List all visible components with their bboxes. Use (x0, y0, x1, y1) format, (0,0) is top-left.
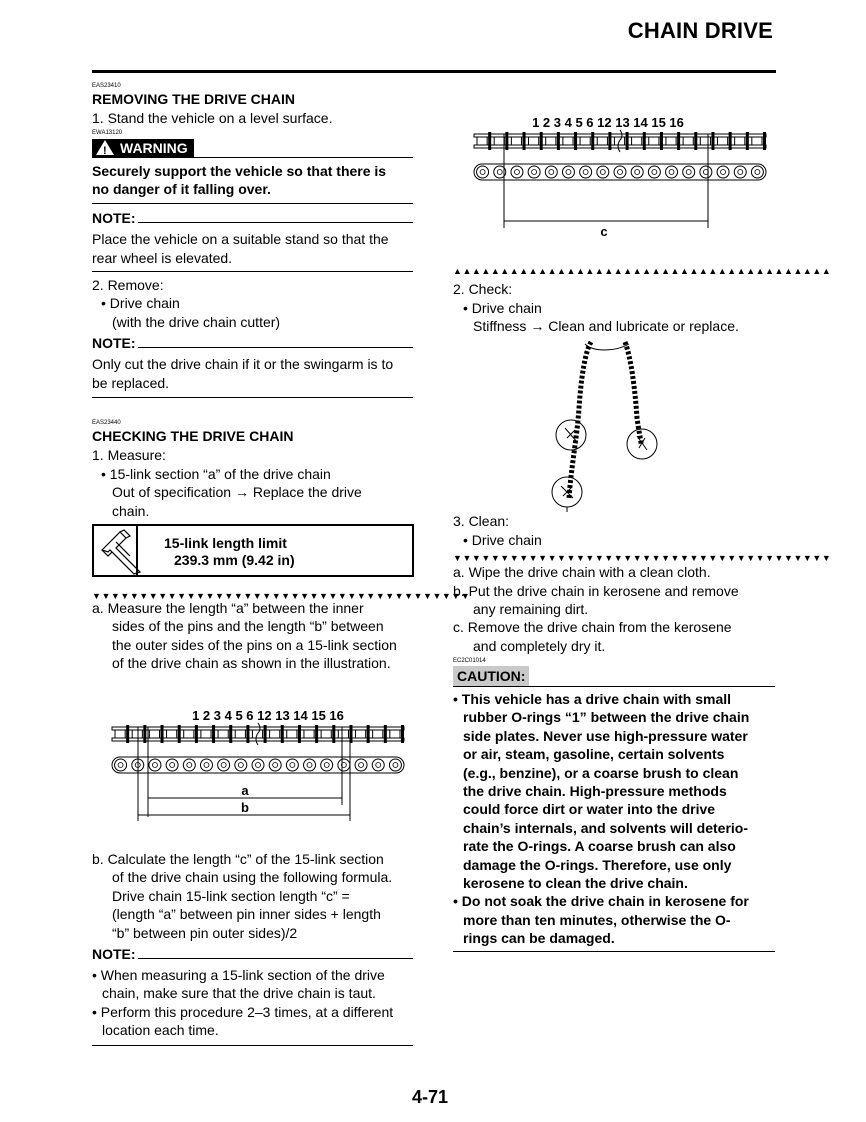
procedure-text: the outer sides of the pins on a 15-link section (112, 637, 397, 653)
chain-roller (528, 166, 540, 178)
section-title-checking: CHECKING THE DRIVE CHAIN (92, 428, 294, 444)
chain-pin-end (514, 170, 519, 175)
chain-pin-end (187, 763, 192, 768)
note-text: location each time. (102, 1022, 219, 1038)
chain-pin (711, 132, 714, 150)
chain-pin (660, 132, 663, 150)
list-item-sub: (with the drive chain cutter) (112, 314, 281, 330)
chain-link (666, 137, 676, 145)
chain-pin-end (755, 170, 760, 175)
caution-text: rate the O-rings. A coarse brush can also (463, 838, 736, 854)
note-rule (92, 347, 413, 348)
chain-pin-end (583, 170, 588, 175)
caution-text: chain’s internals, and solvents will deterio- (463, 820, 748, 836)
chain-pin-end (221, 763, 226, 768)
chain-roller (389, 759, 401, 771)
chain-link (235, 730, 245, 738)
procedure-text: any remaining dirt. (473, 601, 589, 617)
chain-top-view (474, 130, 766, 152)
caution-text: kerosene to clean the drive chain. (463, 875, 688, 891)
caution-text: could force dirt or water into the drive (463, 801, 716, 817)
chain-link (287, 730, 297, 738)
chain-pin (608, 132, 611, 150)
caution-rule (453, 686, 775, 687)
chain-roller (614, 166, 626, 178)
chain-link (597, 137, 607, 145)
note-rule (92, 958, 413, 959)
end-marker: ▲▲▲▲▲▲▲▲▲▲▲▲▲▲▲▲▲▲▲▲▲▲▲▲▲▲▲▲▲▲▲▲▲▲▲▲▲▲▲▲ (453, 266, 832, 276)
chain-pin (643, 132, 646, 150)
chain-roller (511, 166, 523, 178)
divider (92, 203, 413, 204)
note-label: NOTE: (92, 335, 136, 351)
chain-pin-end (738, 170, 743, 175)
chain-pin (540, 132, 543, 150)
chain-pin-end (652, 170, 657, 175)
procedure-text: (length “a” between pin inner sides + length (112, 906, 381, 922)
list-item-sub: chain. (112, 503, 150, 519)
chain-link (700, 137, 710, 145)
label-a: a (241, 783, 249, 798)
chain-link (632, 137, 642, 145)
chain-pin (763, 132, 766, 150)
chain-link (149, 730, 159, 738)
chain-pin (126, 725, 129, 743)
chain-pin-end (669, 170, 674, 175)
list-item: • Drive chain (101, 295, 180, 311)
procedure-text: a. Wipe the drive chain with a clean cloth. (453, 564, 711, 580)
chain-pin-end (307, 763, 312, 768)
start-marker: ▼▼▼▼▼▼▼▼▼▼▼▼▼▼▼▼▼▼▼▼▼▼▼▼▼▼▼▼▼▼▼▼▼▼▼▼▼▼▼▼ (92, 591, 471, 601)
warning-rule (92, 157, 413, 158)
chain-pin (332, 725, 335, 743)
chain-pin (264, 725, 267, 743)
caution-text: rubber O-rings “1” between the drive chain (463, 709, 750, 725)
caution-text: (e.g., benzine), or a coarse brush to clean (463, 765, 739, 781)
warning-icon: ! (96, 140, 114, 155)
chain-roller (183, 759, 195, 771)
chain-link (494, 137, 504, 145)
spec-limit-value: 239.3 mm (9.42 in) (174, 552, 295, 568)
label-b: b (241, 800, 249, 815)
chain-measurement-figure-c (470, 112, 770, 240)
chain-roller (218, 759, 230, 771)
chain-roller (562, 166, 574, 178)
chain-pin (161, 725, 164, 743)
warning-label (92, 139, 194, 157)
list-item-sub: Stiffness → Clean and lubricate or replace. (473, 318, 739, 334)
chain-link (373, 730, 383, 738)
chain-break-mark (256, 723, 260, 745)
chain-pin (315, 725, 318, 743)
chain-pin-end (359, 763, 364, 768)
note-text: • Perform this procedure 2–3 times, at a different (92, 1004, 394, 1020)
chain-roller (286, 759, 298, 771)
chain-link (580, 137, 590, 145)
procedure-text: b. Put the drive chain in kerosene and remove (453, 583, 739, 599)
note-text: chain, make sure that the drive chain is taut. (102, 985, 376, 1001)
chain-pin (574, 132, 577, 150)
chain-pin (729, 132, 732, 150)
chain-link (390, 730, 400, 738)
chain-link (270, 730, 280, 738)
section-code: EAS23410 (92, 83, 121, 89)
chain-link (529, 137, 539, 145)
chain-pin-end (273, 763, 278, 768)
warning-text: Securely support the vehicle so that there is (92, 163, 387, 179)
divider (92, 1045, 413, 1046)
chain-pin (178, 725, 181, 743)
procedure-text: “b” between pin outer sides)/2 (112, 925, 298, 941)
link-numbers: 1 2 3 4 5 6 12 13 14 15 16 (192, 708, 344, 723)
note-text: • When measuring a 15-link section of the drive (92, 967, 385, 983)
chain-roller (545, 166, 557, 178)
section-code: EAS23440 (92, 420, 121, 426)
spec-limit-box (92, 524, 414, 577)
caution-text: side plates. Never use high-pressure water (463, 728, 748, 744)
chain-roller (269, 759, 281, 771)
list-item: • Drive chain (463, 532, 542, 548)
step-text: 2. Check: (453, 281, 513, 297)
label-c: c (600, 224, 608, 239)
page-title: CHAIN DRIVE (627, 18, 773, 43)
note-label: NOTE: (92, 946, 136, 962)
warning-text: no danger of it falling over. (92, 181, 271, 197)
chain-roller (149, 759, 161, 771)
chain-roller (683, 166, 695, 178)
chain-link (355, 730, 365, 738)
chain-side-view (474, 164, 766, 180)
chain-pin (281, 725, 284, 743)
divider (453, 951, 775, 952)
chain-roller (338, 759, 350, 771)
chain-pin (626, 132, 629, 150)
caution-text: or air, steam, gasoline, certain solvents (463, 746, 725, 762)
chain-roller (235, 759, 247, 771)
chain-pin (746, 132, 749, 150)
warning-code: EWA13120 (92, 130, 123, 136)
spec-limit-title: 15-link length limit (164, 535, 287, 551)
chain-pin (591, 132, 594, 150)
spec-box-divider (136, 526, 138, 575)
chain-pin-end (721, 170, 726, 175)
chain-pin-end (393, 763, 398, 768)
chain-link (304, 730, 314, 738)
chain-pin-end (290, 763, 295, 768)
note-text: rear wheel is elevated. (92, 250, 233, 266)
note-rule (92, 222, 413, 223)
note-text: Only cut the drive chain if it or the swingarm is to (92, 356, 394, 372)
step-text: 2. Remove: (92, 277, 164, 293)
chain-pin-end (549, 170, 554, 175)
chain-pin (246, 725, 249, 743)
chain-roller (734, 166, 746, 178)
chain-pin (557, 132, 560, 150)
start-marker: ▼▼▼▼▼▼▼▼▼▼▼▼▼▼▼▼▼▼▼▼▼▼▼▼▼▼▼▼▼▼▼▼▼▼▼▼▼▼▼▼ (453, 553, 832, 563)
chain-roller (580, 166, 592, 178)
chain-pin (488, 132, 491, 150)
chain-link (717, 137, 727, 145)
chain-pin-end (204, 763, 209, 768)
list-item: • Drive chain (463, 300, 542, 316)
procedure-text: sides of the pins and the length “b” between (112, 618, 384, 634)
chain-link (683, 137, 693, 145)
chain-link (511, 137, 521, 145)
chain-link (752, 137, 762, 145)
note-label: NOTE: (92, 210, 136, 226)
chain-pin (229, 725, 232, 743)
header-rule (92, 70, 776, 73)
chain-pin-end (118, 763, 123, 768)
chain-link (735, 137, 745, 145)
chain-link (184, 730, 194, 738)
step-text: 3. Clean: (453, 513, 510, 529)
caliper-icon (96, 528, 146, 574)
chain-roller (631, 166, 643, 178)
chain-roller (304, 759, 316, 771)
chain-pin-end (152, 763, 157, 768)
chain-pin-end (686, 170, 691, 175)
procedure-text: of the drive chain using the following formula. (112, 869, 393, 885)
chain-roller (666, 166, 678, 178)
chain-pin (694, 132, 697, 150)
chain-link (649, 137, 659, 145)
caution-code: EC2C01014 (453, 658, 486, 664)
chain-roller (717, 166, 729, 178)
caution-label: CAUTION: (453, 666, 529, 686)
chain-break-mark (618, 130, 622, 152)
step-text: 1. Measure: (92, 447, 166, 463)
chain-pin (505, 132, 508, 150)
chain-roller (321, 759, 333, 771)
chain-link (338, 730, 348, 738)
caution-text: rings can be damaged. (463, 930, 615, 946)
chain-measurement-figure-ab (108, 705, 408, 823)
procedure-text: of the drive chain as shown in the illustration. (112, 655, 391, 671)
step-text: 1. Stand the vehicle on a level surface. (92, 110, 333, 126)
chain-roller (166, 759, 178, 771)
chain-roller (751, 166, 763, 178)
chain-pin (212, 725, 215, 743)
chain-stiffness-figure (545, 338, 675, 513)
procedure-text: Drive chain 15-link section length “c” = (112, 888, 350, 904)
chain-pin-end (566, 170, 571, 175)
chain-pin-end (238, 763, 243, 768)
chain-pin-end (480, 170, 485, 175)
procedure-text: b. Calculate the length “c” of the 15-link section (92, 851, 384, 867)
chain-roller (597, 166, 609, 178)
chain-side-view (112, 757, 404, 773)
chain-top-view (112, 723, 404, 745)
procedure-text: and completely dry it. (473, 638, 606, 654)
caution-text: • Do not soak the drive chain in kerosene for (453, 893, 749, 909)
divider (92, 271, 413, 272)
warning-label-text: WARNING (120, 140, 188, 156)
chain-pin-end (170, 763, 175, 768)
procedure-text: a. Measure the length “a” between the inner (92, 600, 364, 616)
chain-pin (143, 725, 146, 743)
chain-roller (252, 759, 264, 771)
chain-pin-end (618, 170, 623, 175)
chain-pin (677, 132, 680, 150)
chain-pin (298, 725, 301, 743)
chain-link (321, 730, 331, 738)
chain-pin-end (376, 763, 381, 768)
chain-link (132, 730, 142, 738)
divider (92, 397, 413, 398)
chain-link (218, 730, 228, 738)
note-text: Place the vehicle on a suitable stand so that the (92, 231, 389, 247)
chain-link (546, 137, 556, 145)
chain-pin-end (532, 170, 537, 175)
caution-text: • This vehicle has a drive chain with small (453, 691, 732, 707)
chain-pin (401, 725, 404, 743)
chain-pin (367, 725, 370, 743)
chain-link (115, 730, 125, 738)
caution-text: damage the O-rings. Therefore, use only (463, 857, 732, 873)
page-number: 4-71 (412, 1087, 449, 1107)
chain-link (477, 137, 487, 145)
chain-pin-end (600, 170, 605, 175)
note-text: be replaced. (92, 375, 170, 391)
chain-roller (372, 759, 384, 771)
chain-roller (700, 166, 712, 178)
link-numbers: 1 2 3 4 5 6 12 13 14 15 16 (532, 115, 684, 130)
chain-pin-end (256, 763, 261, 768)
chain-pin (195, 725, 198, 743)
chain-link (167, 730, 177, 738)
procedure-text: c. Remove the drive chain from the kerosene (453, 619, 732, 635)
chain-roller (648, 166, 660, 178)
chain-pin (523, 132, 526, 150)
chain-link (201, 730, 211, 738)
chain-roller (355, 759, 367, 771)
chain-roller (115, 759, 127, 771)
chain-pin-end (497, 170, 502, 175)
caution-text: more than ten minutes, otherwise the O- (463, 912, 731, 928)
caution-text: the drive chain. High-pressure methods (463, 783, 727, 799)
chain-link (563, 137, 573, 145)
section-title-removing: REMOVING THE DRIVE CHAIN (92, 91, 296, 107)
list-item: • 15-link section “a” of the drive chain (101, 466, 331, 482)
chain-pin (384, 725, 387, 743)
chain-pin-end (324, 763, 329, 768)
chain-roller (200, 759, 212, 771)
list-item-sub: Out of specification → Replace the drive (112, 484, 362, 500)
chain-pin-end (635, 170, 640, 175)
chain-roller (477, 166, 489, 178)
